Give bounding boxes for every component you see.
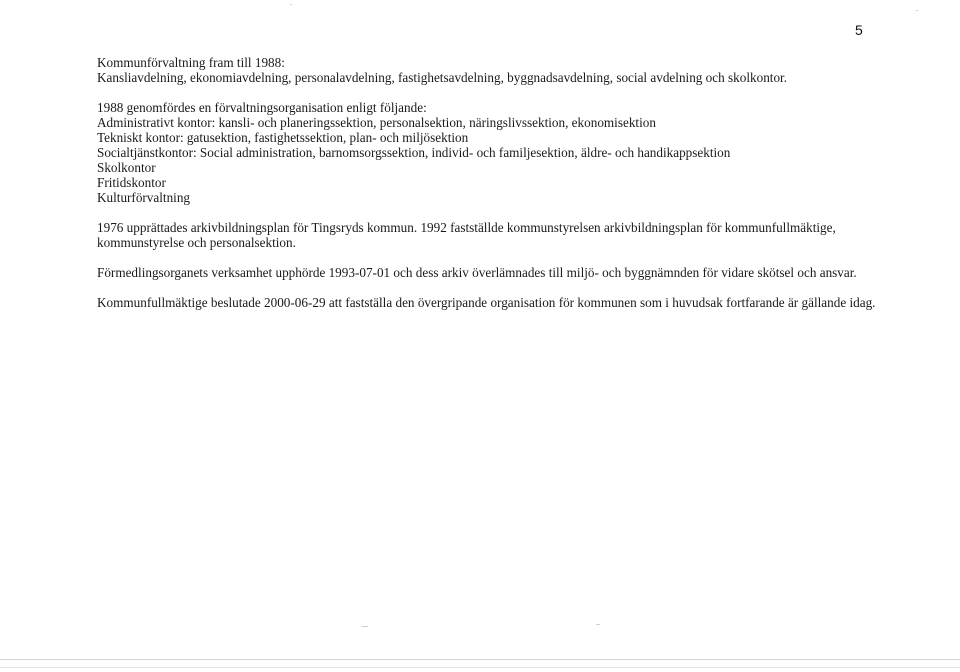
section-heading: Kommunförvaltning fram till 1988: — [97, 55, 285, 70]
office-line-culture: Kulturförvaltning — [97, 190, 191, 205]
departments-list-text: Kansliavdelning, ekonomiavdelning, personalavdelning, fastighetsavdelning, byggnadsavdelning, social avdelning och skolkontor. — [97, 70, 788, 85]
scan-edge-line — [0, 659, 960, 660]
section-reorg-1988 — [97, 100, 877, 205]
reorg-intro: 1988 genomfördes en förvaltningsorganisation enligt följande: — [97, 100, 427, 115]
office-line-administrative: Administrativt kontor: kansli- och planeringssektion, personalsektion, näringslivssektion, ekonomisektion — [97, 115, 656, 130]
document-body — [97, 55, 877, 310]
office-line-leisure: Fritidskontor — [97, 175, 166, 190]
section-archive-plan — [97, 220, 877, 250]
archive-plan-paragraph: 1976 upprättades arkivbildningsplan för Tingsryds kommun. 1992 fastställde kommunstyrelsen arkivbildningsplan för kommunfullmäktige, kommunstyrelse och personalsektion. — [97, 220, 836, 250]
section-mediation — [97, 265, 877, 280]
section-decision-2000 — [97, 295, 877, 310]
page-number: 5 — [855, 22, 863, 38]
scan-speck — [596, 624, 600, 625]
office-line-school: Skolkontor — [97, 160, 156, 175]
section-admin-1988 — [97, 55, 877, 85]
scan-edge-line — [0, 667, 960, 668]
scan-speck — [362, 626, 368, 627]
office-line-social: Socialtjänstkontor: Social administration, barnomsorgssektion, individ- och familjesektion, äldre- och handikappsektion — [97, 145, 731, 160]
decision-2000-paragraph: Kommunfullmäktige beslutade 2000-06-29 att fastställa den övergripande organisation för kommunen som i huvudsak fortfarande är gällande idag. — [97, 295, 876, 310]
scan-speck — [916, 10, 918, 11]
mediation-paragraph: Förmedlingsorganets verksamhet upphörde 1993-07-01 och dess arkiv överlämnades till miljö- och byggnämnden för vidare skötsel och ansvar. — [97, 265, 857, 280]
office-line-technical: Tekniskt kontor: gatusektion, fastighetssektion, plan- och miljösektion — [97, 130, 469, 145]
scan-speck — [290, 4, 292, 5]
